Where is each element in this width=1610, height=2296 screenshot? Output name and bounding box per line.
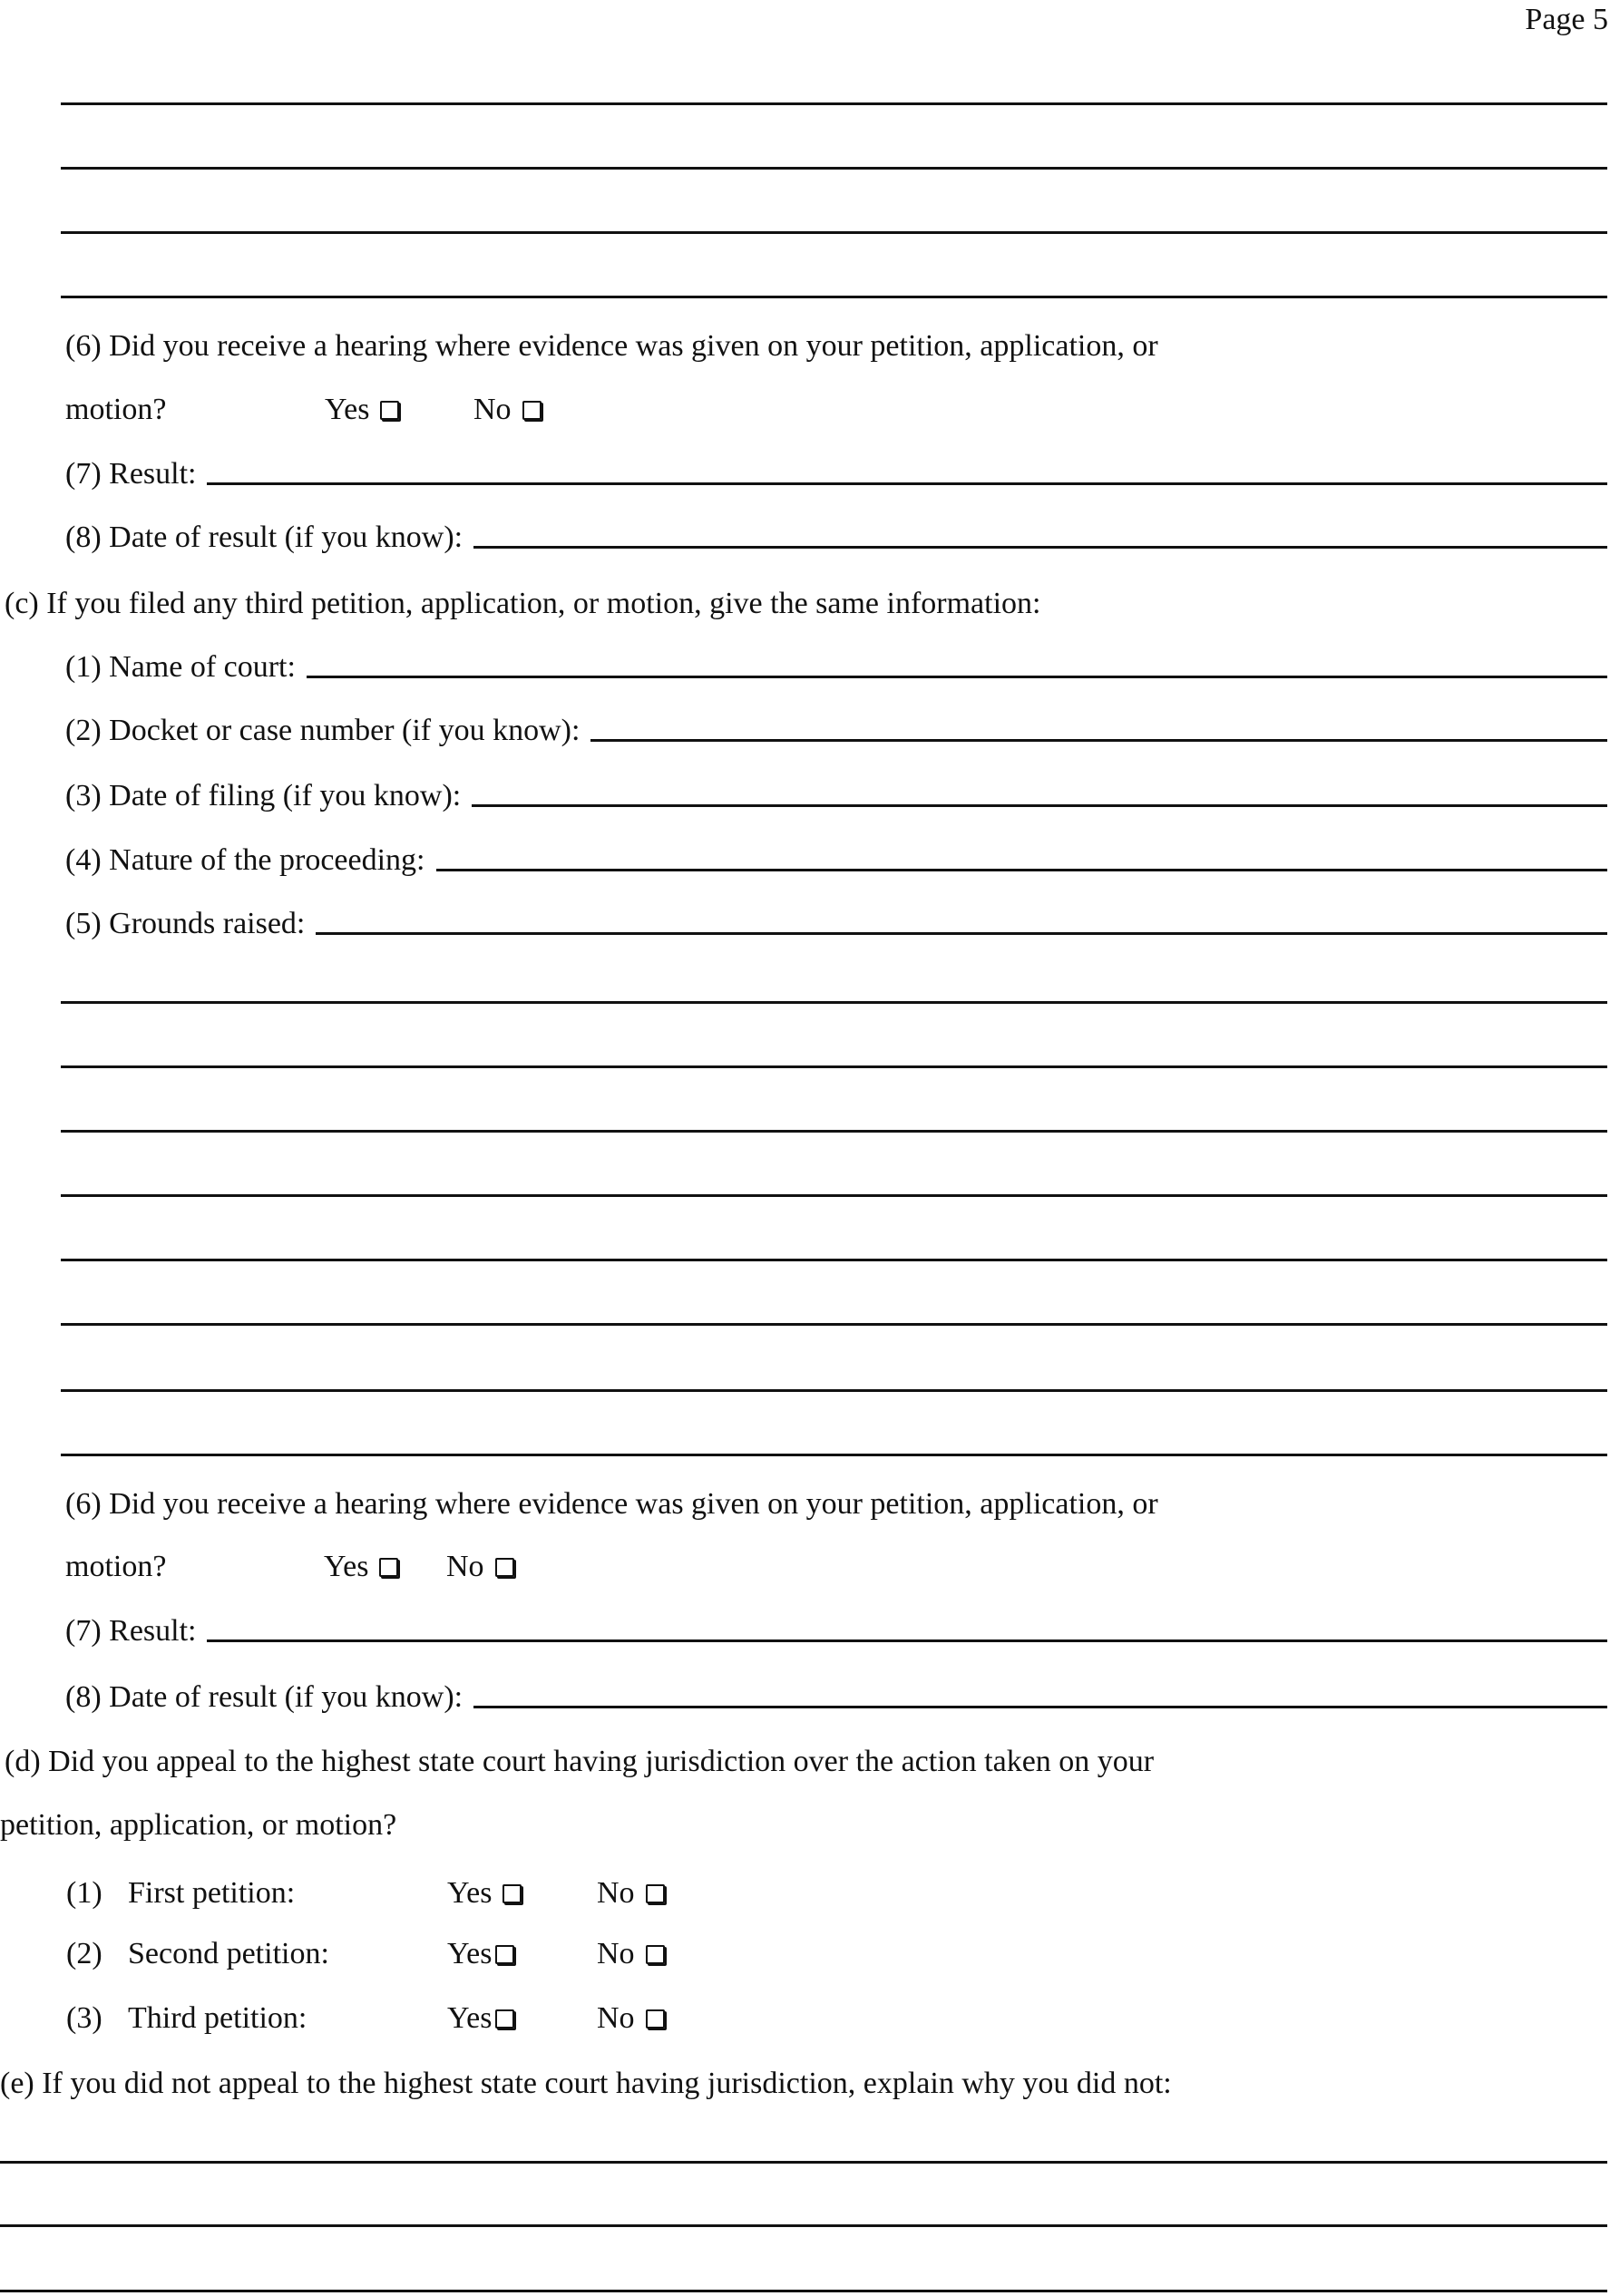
c-heading-text: (c) If you filed any third petition, application, or motion, give the same information: <box>5 587 1041 620</box>
b-q6-motion-text: motion? <box>65 393 167 426</box>
c-q2-row <box>65 713 1607 749</box>
d-item-num: (3) <box>66 2001 102 2035</box>
checkbox-icon[interactable] <box>646 1945 665 1964</box>
grounds-answer-line[interactable] <box>61 1454 1607 1456</box>
checkbox-icon[interactable] <box>495 1558 514 1577</box>
grounds-answer-line[interactable] <box>61 1259 1607 1261</box>
grounds-answer-line[interactable] <box>61 1001 1607 1004</box>
explanation-line[interactable] <box>0 2224 1607 2227</box>
d-first-no-option[interactable] <box>597 1875 665 1912</box>
d-first-yes-option[interactable] <box>447 1875 522 1912</box>
b-q7-label: (7) Result: <box>65 457 197 491</box>
c-q6-text: (6) Did you receive a hearing where evidence was given on your petition, application, or <box>65 1487 1158 1521</box>
grounds-answer-line[interactable] <box>61 1065 1607 1068</box>
checkbox-icon[interactable] <box>646 2009 665 2028</box>
d-heading-text-cont: petition, application, or motion? <box>0 1808 397 1842</box>
yes-label: Yes <box>324 1550 369 1583</box>
d-item-second <box>66 1936 701 1972</box>
d-item-num: (2) <box>66 1937 102 1970</box>
page-number: Page 5 <box>1525 3 1608 36</box>
d-item-first <box>66 1875 701 1912</box>
c-q7-label: (7) Result: <box>65 1614 197 1648</box>
c-date-of-filing-field[interactable] <box>472 804 1607 807</box>
b-q6-no-option[interactable] <box>473 392 542 428</box>
d-heading-line2 <box>0 1807 396 1844</box>
d-item-label: Third petition: <box>128 2001 307 2035</box>
c-nature-of-proceeding-field[interactable] <box>436 869 1608 871</box>
no-label: No <box>473 393 512 426</box>
e-heading-text: (e) If you did not appeal to the highest state court having jurisdiction, explain why you did not: <box>0 2067 1172 2100</box>
b-q7-row <box>65 456 1607 492</box>
b-q6-text: (6) Did you receive a hearing where evidence was given on your petition, application, or <box>65 329 1158 363</box>
no-label: No <box>597 1876 635 1910</box>
checkbox-icon[interactable] <box>522 401 542 420</box>
no-label: No <box>597 2001 635 2035</box>
b-q6-line2 <box>65 392 1607 428</box>
d-heading-text: (d) Did you appeal to the highest state court having jurisdiction over the action taken on your <box>5 1745 1155 1778</box>
yes-label: Yes <box>325 393 370 426</box>
no-label: No <box>446 1550 484 1583</box>
grounds-answer-line[interactable] <box>61 1389 1607 1392</box>
checkbox-icon[interactable] <box>379 1558 398 1577</box>
c-q8-row <box>65 1679 1607 1716</box>
b-q6-yes-option[interactable] <box>325 392 399 428</box>
c-q6-motion-text: motion? <box>65 1550 167 1583</box>
answer-line[interactable] <box>61 231 1607 234</box>
checkbox-icon[interactable] <box>646 1884 665 1903</box>
answer-line[interactable] <box>61 296 1607 298</box>
e-heading <box>0 2066 1172 2102</box>
d-second-no-option[interactable] <box>597 1936 665 1972</box>
c-q3-label: (3) Date of filing (if you know): <box>65 779 462 812</box>
c-heading <box>5 586 1607 622</box>
yes-label: Yes <box>447 1876 493 1910</box>
c-name-of-court-field[interactable] <box>307 676 1607 678</box>
d-third-yes-option[interactable] <box>447 2000 514 2037</box>
c-q6-no-option[interactable] <box>446 1549 514 1585</box>
d-item-label: First petition: <box>128 1876 296 1910</box>
grounds-answer-line[interactable] <box>61 1323 1607 1326</box>
c-q2-label: (2) Docket or case number (if you know): <box>65 714 581 747</box>
no-label: No <box>597 1937 635 1970</box>
c-q8-label: (8) Date of result (if you know): <box>65 1680 463 1714</box>
b-q8-row <box>65 520 1607 556</box>
c-docket-number-field[interactable] <box>590 739 1607 742</box>
grounds-answer-line[interactable] <box>61 1194 1607 1197</box>
d-heading-line1 <box>5 1744 1607 1780</box>
c-q6-line2 <box>65 1549 1607 1585</box>
c-q1-label: (1) Name of court: <box>65 650 296 684</box>
explanation-line[interactable] <box>0 2290 1607 2292</box>
c-q5-label: (5) Grounds raised: <box>65 907 306 940</box>
answer-line[interactable] <box>61 167 1607 170</box>
d-third-no-option[interactable] <box>597 2000 665 2037</box>
c-q6-line1 <box>65 1486 1607 1523</box>
c-result-field[interactable] <box>207 1639 1607 1642</box>
d-item-label: Second petition: <box>128 1937 329 1970</box>
c-q6-yes-option[interactable] <box>324 1549 398 1585</box>
b-date-of-result-field[interactable] <box>473 546 1607 549</box>
b-q6-line1 <box>65 328 1607 365</box>
grounds-answer-line[interactable] <box>61 1130 1607 1133</box>
explanation-line[interactable] <box>0 2161 1607 2164</box>
checkbox-icon[interactable] <box>495 2009 514 2028</box>
c-grounds-raised-field[interactable] <box>316 932 1607 935</box>
c-q1-row <box>65 649 1607 686</box>
checkbox-icon[interactable] <box>495 1945 514 1964</box>
c-q5-row <box>65 906 1607 942</box>
d-second-yes-option[interactable] <box>447 1936 514 1972</box>
answer-line[interactable] <box>61 102 1607 105</box>
b-result-field[interactable] <box>207 482 1607 485</box>
b-q8-label: (8) Date of result (if you know): <box>65 520 463 554</box>
c-q4-label: (4) Nature of the proceeding: <box>65 843 425 877</box>
c-q4-row <box>65 842 1607 879</box>
c-q3-row <box>65 778 1607 814</box>
yes-label: Yes <box>447 2001 493 2035</box>
d-item-num: (1) <box>66 1876 102 1910</box>
c-q7-row <box>65 1613 1607 1649</box>
c-date-of-result-field[interactable] <box>473 1706 1607 1708</box>
d-item-third <box>66 2000 701 2037</box>
yes-label: Yes <box>447 1937 493 1970</box>
checkbox-icon[interactable] <box>380 401 399 420</box>
checkbox-icon[interactable] <box>503 1884 522 1903</box>
